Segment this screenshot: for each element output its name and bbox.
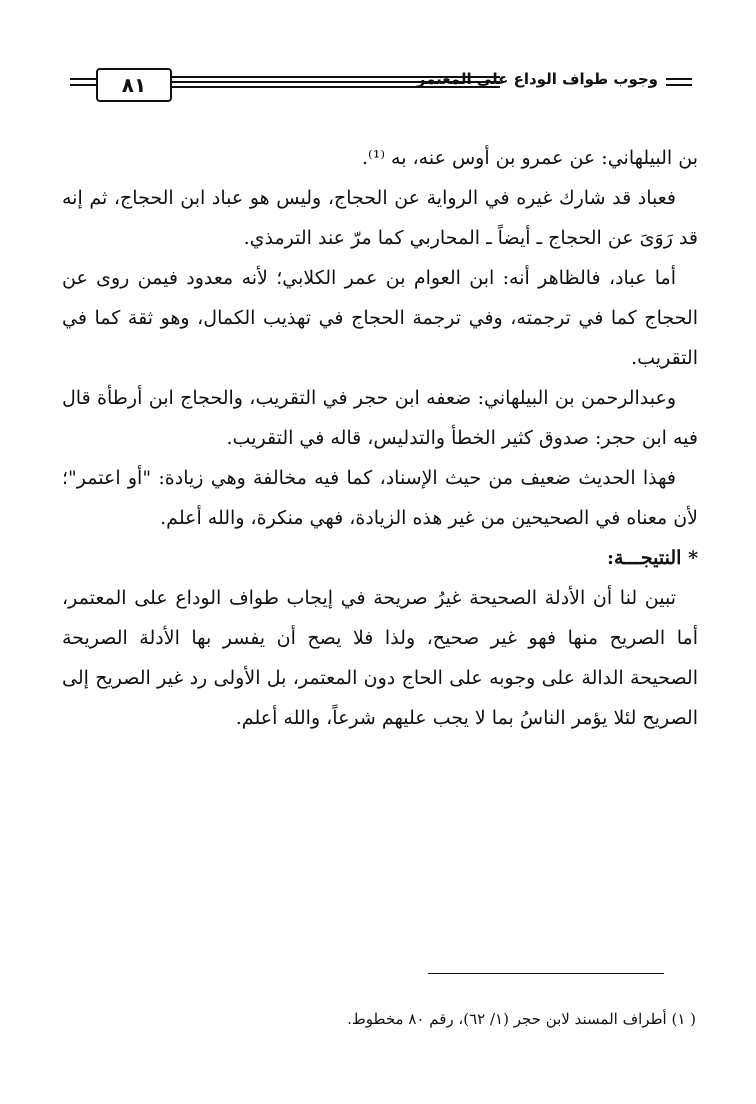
paragraph-4: وعبدالرحمن بن البيلهاني: ضعفه ابن حجر في التقريب، والحجاج ابن أرطأة قال فيه ابن حجر: صدوق كثير الخطأ والتدليس، قاله في التقريب.	[62, 387, 698, 449]
header-rule-bottom-left	[70, 84, 96, 86]
page-header	[70, 66, 692, 102]
footnote-divider	[428, 973, 664, 974]
paragraph-3: أما عباد، فالظاهر أنه: ابن العوام بن عمر الكلابي؛ لأنه معدود فيمن روى عن الحجاج كما في ترجمته، وفي ترجمة الحجاج في تهذيب الكمال، وهو ثقة كما في التقريب.	[62, 267, 698, 369]
running-title: وجوب طواف الوداع على المعتمر	[416, 70, 658, 88]
paragraph-5: فهذا الحديث ضعيف من حيث الإسناد، كما فيه مخالفة وهي زيادة: "أو اعتمر"؛ لأن معناه في الصحيحين من غير هذه الزيادة، فهي منكرة، والله أعلم.	[62, 467, 698, 529]
paragraph-1: بن البيلهاني: عن عمرو بن أوس عنه، به ⁽¹⁾.	[361, 147, 698, 169]
conclusion-paragraph: تبين لنا أن الأدلة الصحيحة غيرُ صريحة في إيجاب طواف الوداع على المعتمر، أما الصريح منها فهو غير صحيح، ولذا فلا يصح أن يفسر بها الأدلة الصريحة الصحيحة الدالة على وجوبه على الحاج دون المعتمر، بل الأولى رد غير الصريح إلى الصريح لئلا يؤمر الناسُ بما لا يجب عليهم شرعاً، والله أعلم.	[62, 587, 698, 729]
main-text	[62, 138, 698, 738]
header-rule-end-b	[666, 84, 692, 86]
section-heading: * النتيجـــة:	[607, 547, 698, 569]
header-rule-end-a	[666, 78, 692, 80]
page-number: ٨١	[96, 68, 172, 102]
footnote: ( ١) أطراف المسند لابن حجر (١/ ٦٢)، رقم ٨٠ مخطوط.	[347, 1010, 696, 1028]
paragraph-2: فعباد قد شارك غيره في الرواية عن الحجاج، وليس هو عباد ابن الحجاج، ثم إنه قد رَوَىَ عن الحجاج ـ أيضاً ـ المحاربي كما مرّ عند الترمذي.	[62, 187, 698, 249]
header-rule-top-left	[70, 78, 96, 80]
